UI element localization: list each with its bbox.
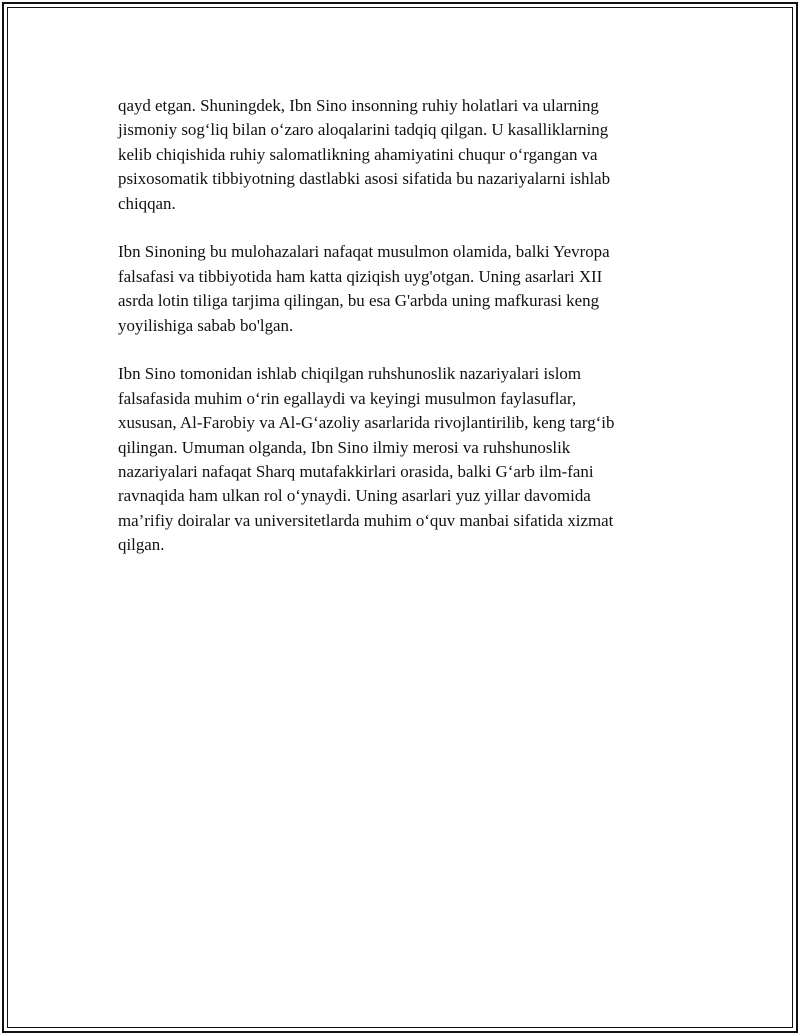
paragraph-1: qayd etgan. Shuningdek, Ibn Sino insonning ruhiy holatlari va ularning jismoniy sog‘liq bilan o‘zaro aloqalarini tadqiq qilgan. U kasalliklarning kelib chiqishida ruhiy salomatlikning ahamiyatini chuqur o‘rgangan va psixosomatik tibbiyotning dastlabki asosi sifatida bu nazariyalarni ishlab chiqqan.	[118, 96, 611, 213]
paragraph-2: Ibn Sinoning bu mulohazalari nafaqat musulmon olamida, balki Yevropa falsafasi va tibbiyotida ham katta qiziqish uyg'otgan. Uning asarlari XII asrda lotin tiliga tarjima qilingan, bu esa G'arbda uning mafkurasi keng yoyilishiga sabab bo'lgan.	[118, 242, 610, 335]
paragraph-3: Ibn Sino tomonidan ishlab chiqilgan ruhshunoslik nazariyalari islom falsafasida muhim o‘rin egallaydi va keyingi musulmon faylasuflar, xususan, Al-Farobiy va Al-G‘azoliy asarlarida rivojlantirilib, keng targ‘ib qilingan. Umuman olganda, Ibn Sino ilmiy merosi va ruhshunoslik nazariyalari nafaqat Sharq mutafakkirlari orasida, balki G‘arb ilm-fani ravnaqida ham ulkan rol o‘ynaydi. Uning asarlari yuz yillar davomida ma’rifiy doiralar va universitetlarda muhim o‘quv manbai sifatida xizmat qilgan.	[118, 364, 615, 555]
document-body	[118, 94, 666, 582]
